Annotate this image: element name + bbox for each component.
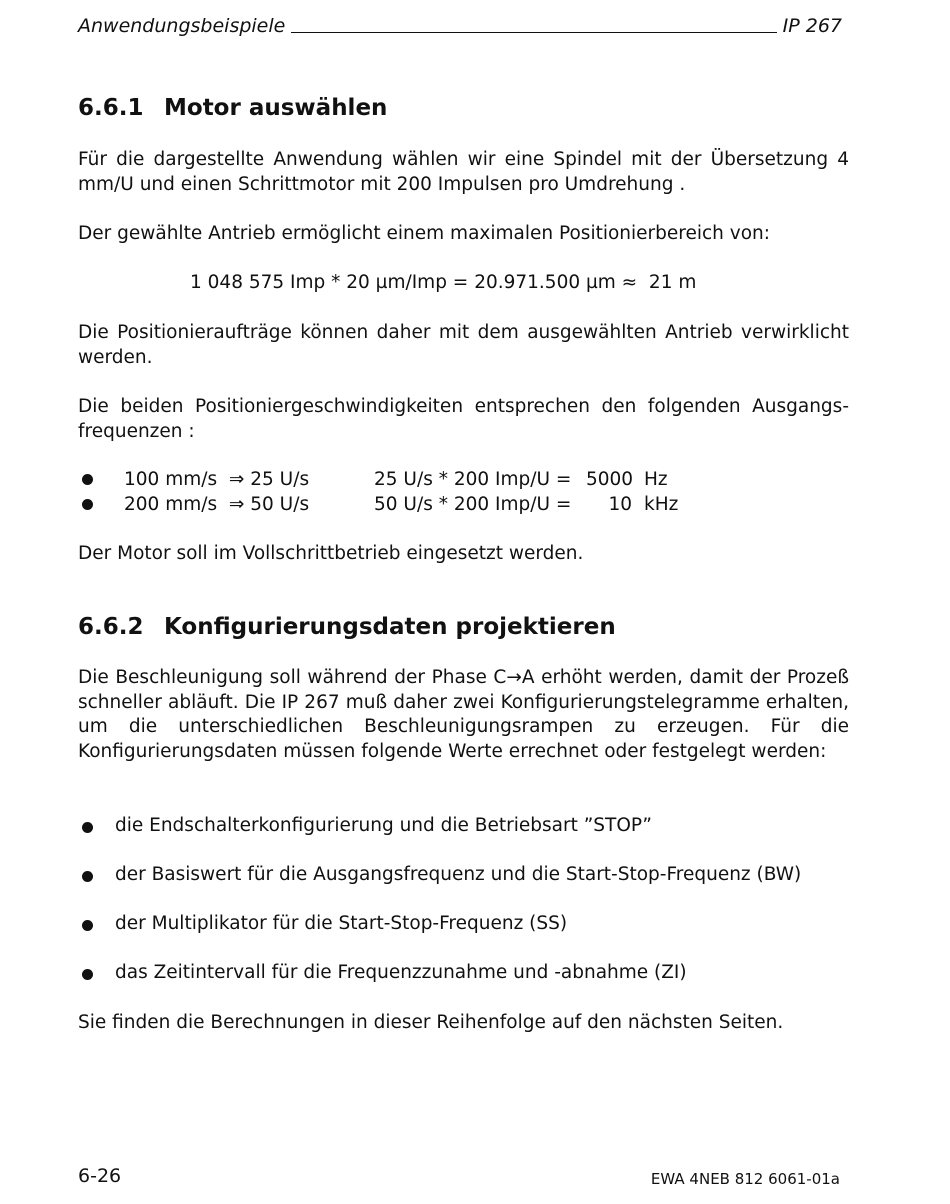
list-item-text: die Endschalterkonfigurierung und die Betriebsart ”STOP” — [115, 815, 652, 836]
speed-row — [82, 494, 782, 518]
paragraph-spindle: Für die dargestellte Anwendung wählen wir eine Spindel mit der Übersetzung 4 mm/U und einen Schrittmotor mit 200 Impulsen pro Umdrehung . — [78, 149, 849, 195]
bullet-icon — [82, 499, 93, 510]
paragraph-fullstep: Der Motor soll im Vollschrittbetrieb eingesetzt werden. — [78, 543, 584, 564]
running-header — [78, 11, 842, 37]
bullet-icon — [82, 822, 93, 833]
paragraph-frequencies: Die beiden Positioniergeschwindigkeiten entsprechen den folgenden Ausgangs-frequenzen : — [78, 396, 849, 442]
list-item-text: der Multiplikator für die Start-Stop-Frequenz (SS) — [115, 913, 568, 934]
paragraph-acceleration: Die Beschleunigung soll während der Phase C→A erhöht werden, damit der Prozeß schneller abläuft. Die IP 267 muß daher zwei Konfigurierungstelegramme erhalten, um die unterschiedlichen Beschleunigungsrampen zu erzeugen. Für die Konfigurierungsdaten müssen folgende Werte errechnet oder festgelegt werden: — [78, 667, 849, 762]
paragraph-range: Der gewählte Antrieb ermöglicht einem maximalen Positionierbereich von: — [78, 223, 770, 244]
page-number: 6-26 — [78, 1165, 122, 1187]
paragraph-feasibility: Die Positionieraufträge können daher mit dem ausgewählten Antrieb verwirklicht werden. — [78, 322, 849, 368]
frequency-value: 10 — [608, 494, 632, 515]
frequency-unit: kHz — [644, 494, 679, 515]
speed-row — [82, 469, 782, 493]
bullet-icon — [82, 969, 93, 980]
section-title: Konfigurierungsdaten projektieren — [164, 614, 616, 640]
document-number: EWA 4NEB 812 6061-01a — [650, 1170, 840, 1188]
header-product: IP 267 — [782, 15, 842, 37]
speed-value: 100 mm/s ⇒ 25 U/s — [124, 469, 310, 490]
speed-value: 200 mm/s ⇒ 50 U/s — [124, 494, 310, 515]
speed-calc: 50 U/s * 200 Imp/U = — [374, 494, 572, 515]
section-number: 6.6.1 — [78, 95, 144, 121]
bullet-icon — [82, 920, 93, 931]
frequency-unit: Hz — [644, 469, 668, 490]
speed-calc: 25 U/s * 200 Imp/U = — [374, 469, 572, 490]
range-formula: 1 048 575 Imp * 20 µm/Imp = 20.971.500 µm ≈ 21 m — [190, 272, 697, 293]
bullet-icon — [82, 474, 93, 485]
section-heading-6-6-1 — [78, 95, 387, 121]
header-rule — [291, 32, 776, 33]
section-number: 6.6.2 — [78, 614, 144, 640]
frequency-value: 5000 — [586, 469, 634, 490]
paragraph-next-pages: Sie finden die Berechnungen in dieser Reihenfolge auf den nächsten Seiten. — [78, 1012, 784, 1033]
section-heading-6-6-2 — [78, 614, 616, 640]
section-title: Motor auswählen — [164, 95, 388, 121]
header-chapter: Anwendungsbeispiele — [78, 15, 286, 37]
list-item-text: der Basiswert für die Ausgangsfrequenz und die Start-Stop-Frequenz (BW) — [115, 864, 802, 885]
bullet-icon — [82, 871, 93, 882]
list-item-text: das Zeitintervall für die Frequenzzunahme und -abnahme (ZI) — [115, 962, 687, 983]
